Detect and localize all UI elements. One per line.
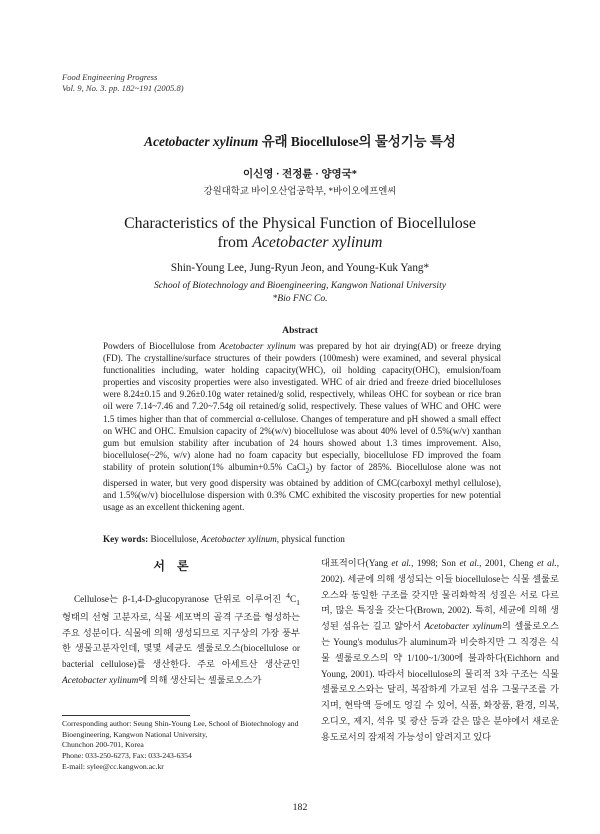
footnote-divider — [62, 715, 190, 716]
body-right-text-4: , 2002). 세균에 의해 생성되는 이들 biocellulose는 식물 셀룰로오스와 동일한 구조를 갖지만 물리화학적 성질은 서로 다르며, 많은 특징을 갖는다(Brown, 2002). 특히, 세균에 의해 생성된 섬유는 길고 얇아서 — [321, 559, 559, 633]
english-title — [0, 214, 600, 252]
footnote-line-4: E-mail: sylee@cc.kangwon.ac.kr — [62, 761, 164, 771]
page-number: 182 — [292, 802, 308, 813]
korean-title-rest: 유래 Biocellulose의 물성기능 특성 — [261, 134, 456, 149]
korean-authors: 이신영 · 전정륜 · 양영국* — [242, 169, 358, 180]
abstract-species: Acetobacter xylinum — [219, 341, 296, 351]
body-left-text-2: C — [289, 595, 297, 606]
footnote-line-3: Phone: 033-250-6273, Fax: 033-243-6354 — [62, 751, 192, 761]
abstract-heading: Abstract — [282, 325, 318, 336]
abstract-subscript: 2 — [305, 465, 310, 475]
keyword-1: Biocellulose, — [150, 534, 199, 544]
body-right-text-1: 대표적이다(Yang — [321, 559, 392, 569]
english-title-prefix: from — [217, 234, 249, 251]
body-left-text-3: 형태의 선형 고분자로, 식물 세포벽의 골격 구조를 형성하는 주요 성분이다. 식물에 의해 생성되므로 지구상의 가장 풍부한 생물고분자인데, 몇몇 세균도 셀룰로오스(biocellulose or bacterial cellulose)를 생산한다. 주로 아세트산 생산균인 — [62, 612, 300, 671]
keyword-2: Acetobacter xylinum, — [201, 534, 280, 544]
body-right-etal-1: et al. — [391, 559, 412, 569]
keyword-3: physical function — [281, 534, 345, 544]
footnote-line-1: Corresponding author: Seung Shin-Young Lee, School of Biotechnology and Bioengineering, Kangwon National University, — [62, 719, 299, 739]
korean-title — [0, 131, 600, 150]
body-left-column — [62, 588, 300, 690]
body-right-species: Acetobacter xylinum — [424, 622, 502, 633]
footnote-line-2: Chunchon 200-701, Korea — [62, 740, 144, 750]
body-right-etal-2: et al. — [459, 559, 480, 569]
abstract-text-3: ) by factor of 285%. Biocellulose alone was not dispersed in water, but very good dispersity was obtained by addition of CMC(carboxyl methyl cellulose), and 1.5%(w/v) biocellulose dispersion with 0.3% CMC exhibited the viscosity properties for new potential usage as an excellent thickening agent. — [103, 461, 502, 513]
english-title-line2 — [0, 233, 600, 252]
body-left-sup: 4 — [286, 591, 290, 600]
korean-title-species: Acetobacter xylinum — [144, 134, 259, 149]
keywords-label: Key words: — [103, 534, 149, 544]
journal-name: Food Engineering Progress — [62, 72, 158, 82]
english-affiliation-line1: School of Biotechnology and Bioengineering, Kangwon National University — [153, 280, 447, 291]
body-right-etal-3: et al. — [536, 559, 557, 569]
body-left-text-4: 에 의해 생산되는 셀룰로오스가 — [138, 675, 262, 686]
journal-volume: Vol. 9, No. 3. pp. 182~191 (2005.8) — [62, 83, 184, 93]
english-affiliation — [0, 279, 600, 305]
abstract-text-1: Powders of Biocellulose from — [103, 341, 216, 351]
body-left-text-1: Cellulose는 β-1,4-D-glucopyranose 단위로 이루어진 — [74, 595, 287, 606]
journal-header — [62, 72, 184, 94]
abstract-body — [103, 340, 501, 513]
english-title-species: Acetobacter xylinum — [252, 234, 383, 251]
keywords — [103, 534, 345, 544]
body-right-text-2: , 1998; Son — [411, 559, 460, 569]
body-left-sub: 1 — [296, 597, 300, 607]
body-right-text-3: , 2001, Cheng — [479, 559, 537, 569]
body-left-species: Acetobacter xylinum — [62, 675, 139, 686]
korean-affiliation: 강원대학교 바이오산업공학부, *바이오에프엔씨 — [203, 187, 397, 197]
section-heading-introduction: 서론 — [153, 559, 201, 573]
english-authors: Shin-Young Lee, Jung-Ryun Jeon, and Young-Kuk Yang* — [170, 262, 430, 274]
footnote — [62, 719, 302, 773]
english-affiliation-line2: *Bio FNC Co. — [272, 293, 328, 304]
abstract-text-2: was prepared by hot air drying(AD) or freeze drying (FD). The crystalline/surface structures of their powders (100mesh) were examined, and several physical functionalities including, water holding capacity(WHC), oil holding capacity(OHC), emulsion/foam properties and viscosity properties were also investigated. WHC of air dried and freeze dried biocelluloses were 8.24±0.15 and 9.26±0.10g water retained/g solid, respectively, whileas OHC for soybean or rice bran oil were 7.14~7.46 and 7.20~7.54g oil retained/g solid, respectively. These values of WHC and OHC were 1.5 times higher than that of commercial α-cellulose. Changes of temperature and pH showed a small effect on WHC and OHC. Emulsion capacity of 2%(w/v) biocellulose was about 40% level of 0.5%(w/v) xanthan gum but emulsion stability after incubation of 24 hours showed about 1.3 times improvement. Also, biocellulose(~2%, w/v) alone had no foam capacity but especially, biocellulose FD improved the foam stability of protein solution(1% albumin+0.5% CaCl — [103, 341, 501, 472]
english-title-line1: Characteristics of the Physical Function of Biocellulose — [124, 215, 476, 232]
body-right-text-5: 의 셀룰로오스는 Young's modulus가 aluminum과 비슷하지만 그 직경은 식물 셀룰로오스의 약 1/100~1/300에 불과하다(Eichhorn and Young, 2001). 따라서 biocellulose의 물리적 3차 구조는 식물 셀룰로오스와는 달리, 복잡하게 가교된 섬유 그물구조를 가지며, 현탁액 등에도 엉길 수 있어, 식품, 화장품, 환경, 의복, 오디오, 제지, 석유 및 광산 등과 같은 많은 분야에서 새로운 용도로서의 잠재적 가능성이 알려지고 있다 — [321, 622, 559, 743]
body-right-column — [321, 557, 559, 747]
